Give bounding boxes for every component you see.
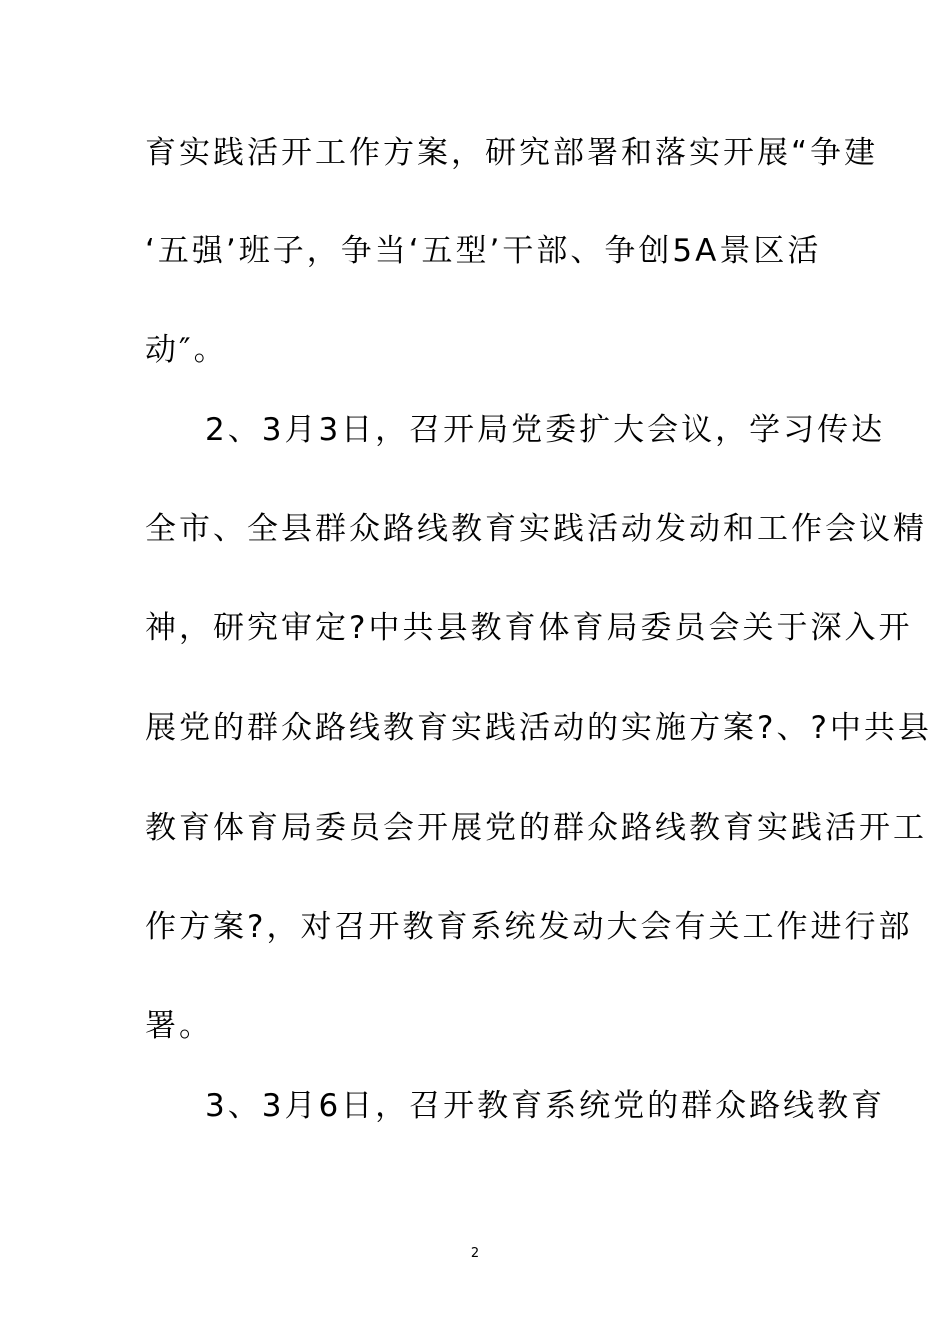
text-line: 署。 xyxy=(145,1008,213,1044)
text-line: 育实践活开工作方案，研究部署和落实开展“争建 xyxy=(145,135,879,171)
text-line: ‘五强’班子，争当‘五型’干部、争创5A景区活 xyxy=(145,233,822,269)
text-line: 作方案?，对召开教育系统发动大会有关工作进行部 xyxy=(145,909,913,945)
paragraph-start-line: 3、3月6日，召开教育系统党的群众路线教育 xyxy=(205,1088,886,1124)
text-line: 全市、全县群众路线教育实践活动发动和工作会议精 xyxy=(145,511,927,547)
paragraph-start-line: 2、3月3日，召开局党委扩大会议，学习传达 xyxy=(205,412,886,448)
text-line: 展党的群众路线教育实践活动的实施方案?、?中共县 xyxy=(145,710,932,746)
page-number: 2 xyxy=(470,1246,480,1261)
text-line: 神，研究审定?中共县教育体育局委员会关于深入开 xyxy=(145,610,913,646)
text-line: 教育体育局委员会开展党的群众路线教育实践活开工 xyxy=(145,810,927,846)
text-line: 动″。 xyxy=(145,332,228,368)
